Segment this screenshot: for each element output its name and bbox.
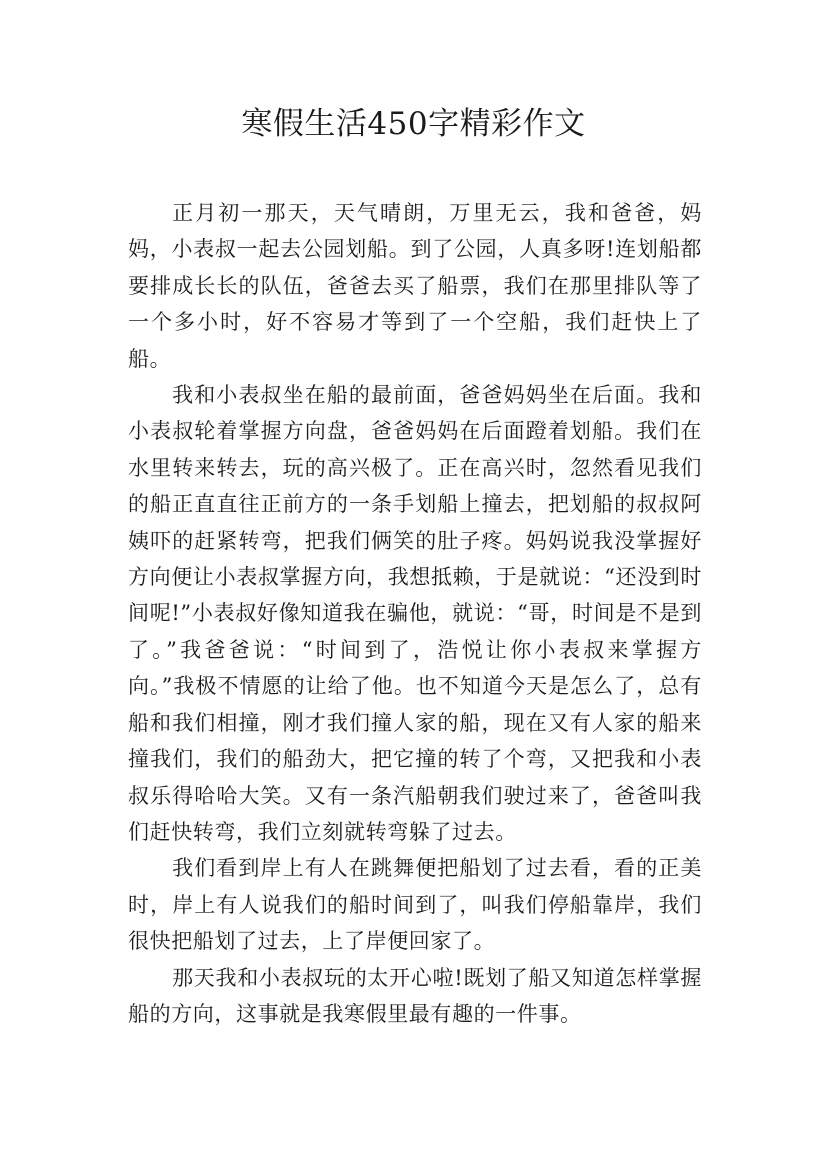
- paragraph: 我和小表叔坐在船的最前面，爸爸妈妈坐在后面。我和小表叔轮着掌握方向盘，爸爸妈妈在后面蹬着划船。我们在水里转来转去，玩的高兴极了。正在高兴时，忽然看见我们的船正直直往正前方的一条手划船上撞去，把划船的叔叔阿姨吓的赶紧转弯，把我们俩笑的肚子疼。妈妈说我没掌握好方向便让小表叔掌握方向，我想抵赖，于是就说：“还没到时间呢!”小表叔好像知道我在骗他，就说：“哥，时间是不是到了。”我爸爸说：“时间到了，浩悦让你小表叔来掌握方向。”我极不情愿的让给了他。也不知道今天是怎么了，总有船和我们相撞，刚才我们撞人家的船，现在又有人家的船来撞我们，我们的船劲大，把它撞的转了个弯，又把我和小表叔乐得哈哈大笑。又有一条汽船朝我们驶过来了，爸爸叫我们赶快转弯，我们立刻就转弯躲了过去。: [128, 383, 702, 844]
- paragraph: 正月初一那天，天气晴朗，万里无云，我和爸爸，妈妈，小表叔一起去公园划船。到了公园，人真多呀!连划船都要排成长长的队伍，爸爸去买了船票，我们在那里排队等了一个多小时，好不容易才等到了一个空船，我们赶快上了船。: [128, 201, 702, 371]
- essay-body: [128, 195, 702, 1032]
- paragraph: 我们看到岸上有人在跳舞便把船划了过去看，看的正美时，岸上有人说我们的船时间到了，叫我们停船靠岸，我们很快把船划了过去，上了岸便回家了。: [128, 856, 702, 954]
- document-title: 寒假生活450字精彩作文: [241, 106, 586, 142]
- paragraph: 那天我和小表叔玩的太开心啦!既划了船又知道怎样掌握船的方向，这事就是我寒假里最有趣的一件事。: [128, 965, 702, 1026]
